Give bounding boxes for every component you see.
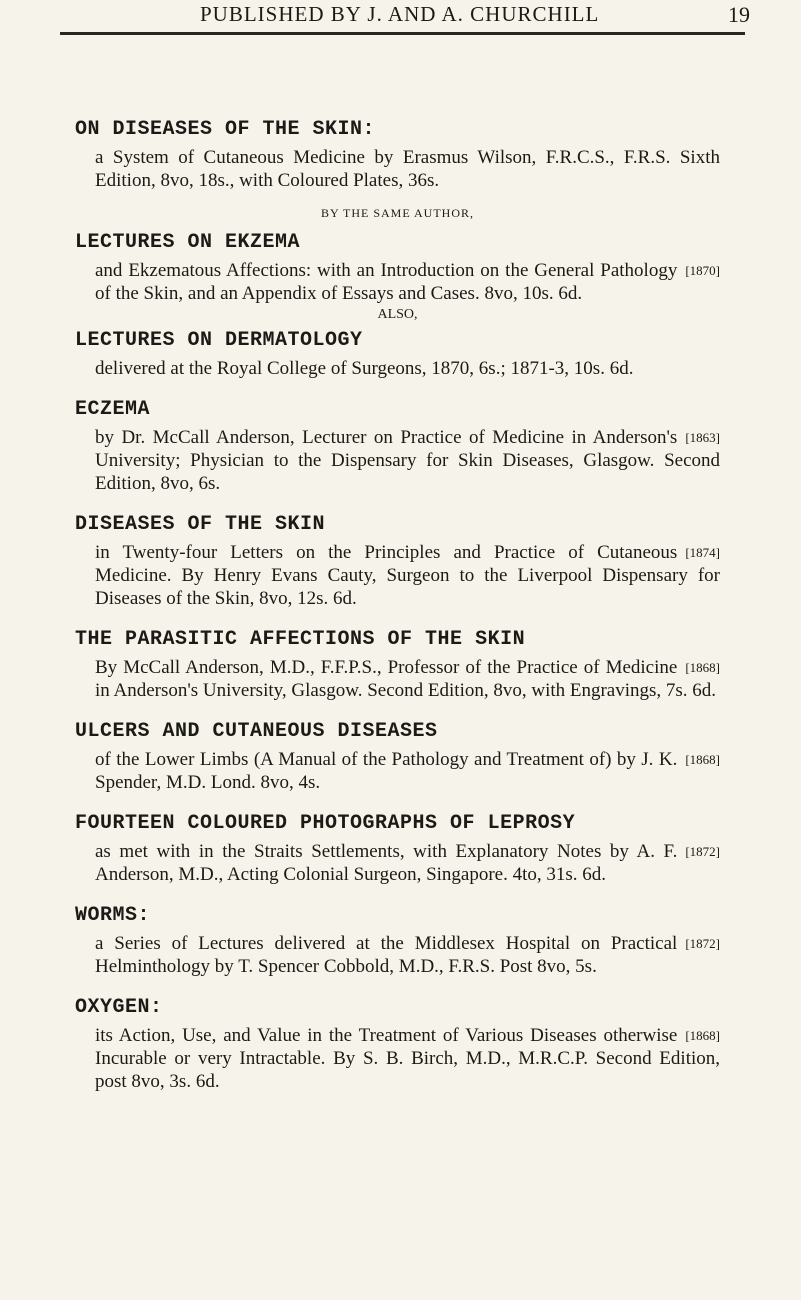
entry-description xyxy=(95,146,720,192)
entry-description xyxy=(95,426,720,495)
entry-description-text: delivered at the Royal College of Surgeons, 1870, 6s.; 1871-3, 10s. 6d. xyxy=(95,358,634,379)
entry-description-text: By McCall Anderson, M.D., F.F.P.S., Professor of the Practice of Medicine in Anderson's University, Glasgow. Second Edition, 8vo, with Engravings, 7s. 6d. xyxy=(95,657,717,701)
catalogue-entry xyxy=(75,513,720,610)
entry-date: [1872] xyxy=(685,844,720,859)
catalogue-entry xyxy=(75,904,720,978)
catalogue-entry xyxy=(75,720,720,794)
entry-description-text: its Action, Use, and Value in the Treatment of Various Diseases otherwise Incurable or very Intractable. By S. B. Birch, M.D., M.R.C.P. Second Edition, post 8vo, 3s. 6d. xyxy=(95,1025,720,1092)
entry-title: DISEASES OF THE SKIN xyxy=(75,513,326,536)
entry-date: [1872] xyxy=(685,936,720,951)
entry-title: ON DISEASES OF THE SKIN: xyxy=(75,118,376,141)
entry-title: OXYGEN: xyxy=(75,996,163,1019)
header-rule xyxy=(60,32,745,35)
by-same-author-note: BY THE SAME AUTHOR, xyxy=(320,206,474,220)
entry-description-text: a System of Cutaneous Medicine by Erasmus Wilson, F.R.C.S., F.R.S. Sixth Edition, 8vo, 18s., with Coloured Plates, 36s. xyxy=(95,147,720,191)
entry-date: [1870] xyxy=(685,263,720,278)
entry-description-text: by Dr. McCall Anderson, Lecturer on Practice of Medicine in Anderson's University; Physician to the Dispensary for Skin Diseases, Glasgow. Second Edition, 8vo, 6s. xyxy=(95,427,720,494)
entry-description xyxy=(95,1024,720,1093)
entry-date: [1868] xyxy=(685,660,720,675)
catalogue-entry xyxy=(75,812,720,886)
entry-description xyxy=(95,541,720,610)
running-head xyxy=(0,0,801,96)
catalogue-entry xyxy=(75,628,720,702)
entry-description xyxy=(95,656,720,702)
entry-title: WORMS: xyxy=(75,904,151,927)
entry-description xyxy=(95,932,720,978)
catalogue-entry xyxy=(75,118,720,192)
also-note: ALSO, xyxy=(377,307,418,322)
entry-description-text: of the Lower Limbs (A Manual of the Pathology and Treatment of) by J. K. Spender, M.D. Lond. 8vo, 4s. xyxy=(95,749,678,793)
entry-date: [1863] xyxy=(685,430,720,445)
publisher-header: PUBLISHED BY J. AND A. CHURCHILL xyxy=(200,2,600,26)
entry-title: LECTURES ON EKZEMA xyxy=(75,231,301,254)
entry-date: [1868] xyxy=(685,752,720,767)
entry-date: [1874] xyxy=(685,545,720,560)
entry-title: ULCERS AND CUTANEOUS DISEASES xyxy=(75,720,438,743)
entry-title: ECZEMA xyxy=(75,398,151,421)
catalogue-entries xyxy=(75,118,720,1111)
entry-title: FOURTEEN COLOURED PHOTOGRAPHS OF LEPROSY xyxy=(75,812,576,835)
catalogue-entry xyxy=(75,231,720,305)
entry-title: THE PARASITIC AFFECTIONS OF THE SKIN xyxy=(75,628,526,651)
entry-description-text: in Twenty-four Letters on the Principles and Practice of Cutaneous Medicine. By Henry Evans Cauty, Surgeon to the Liverpool Dispensary for Diseases of the Skin, 8vo, 12s. 6d. xyxy=(95,542,720,609)
catalogue-entry xyxy=(75,398,720,495)
entry-description-text: as met with in the Straits Settlements, with Explanatory Notes by A. F. Anderson, M.D., Acting Colonial Surgeon, Singapore. 4to, 31s. 6d. xyxy=(95,841,678,885)
entry-description xyxy=(95,840,720,886)
entry-description xyxy=(95,748,720,794)
entry-description-text: and Ekzematous Affections: with an Introduction on the General Pathology of the Skin, and an Appendix of Essays and Cases. 8vo, 10s. 6d. xyxy=(95,260,678,304)
entry-description-text: a Series of Lectures delivered at the Middlesex Hospital on Practical Helminthology by T. Spencer Cobbold, M.D., F.R.S. Post 8vo, 5s. xyxy=(95,933,678,977)
entry-description xyxy=(95,259,720,305)
page-number: 19 xyxy=(728,2,750,27)
catalogue-entry xyxy=(75,996,720,1093)
entry-description xyxy=(95,357,720,380)
entry-title: LECTURES ON DERMATOLOGY xyxy=(75,329,363,352)
entry-date: [1868] xyxy=(685,1028,720,1043)
catalogue-entry xyxy=(75,329,720,380)
